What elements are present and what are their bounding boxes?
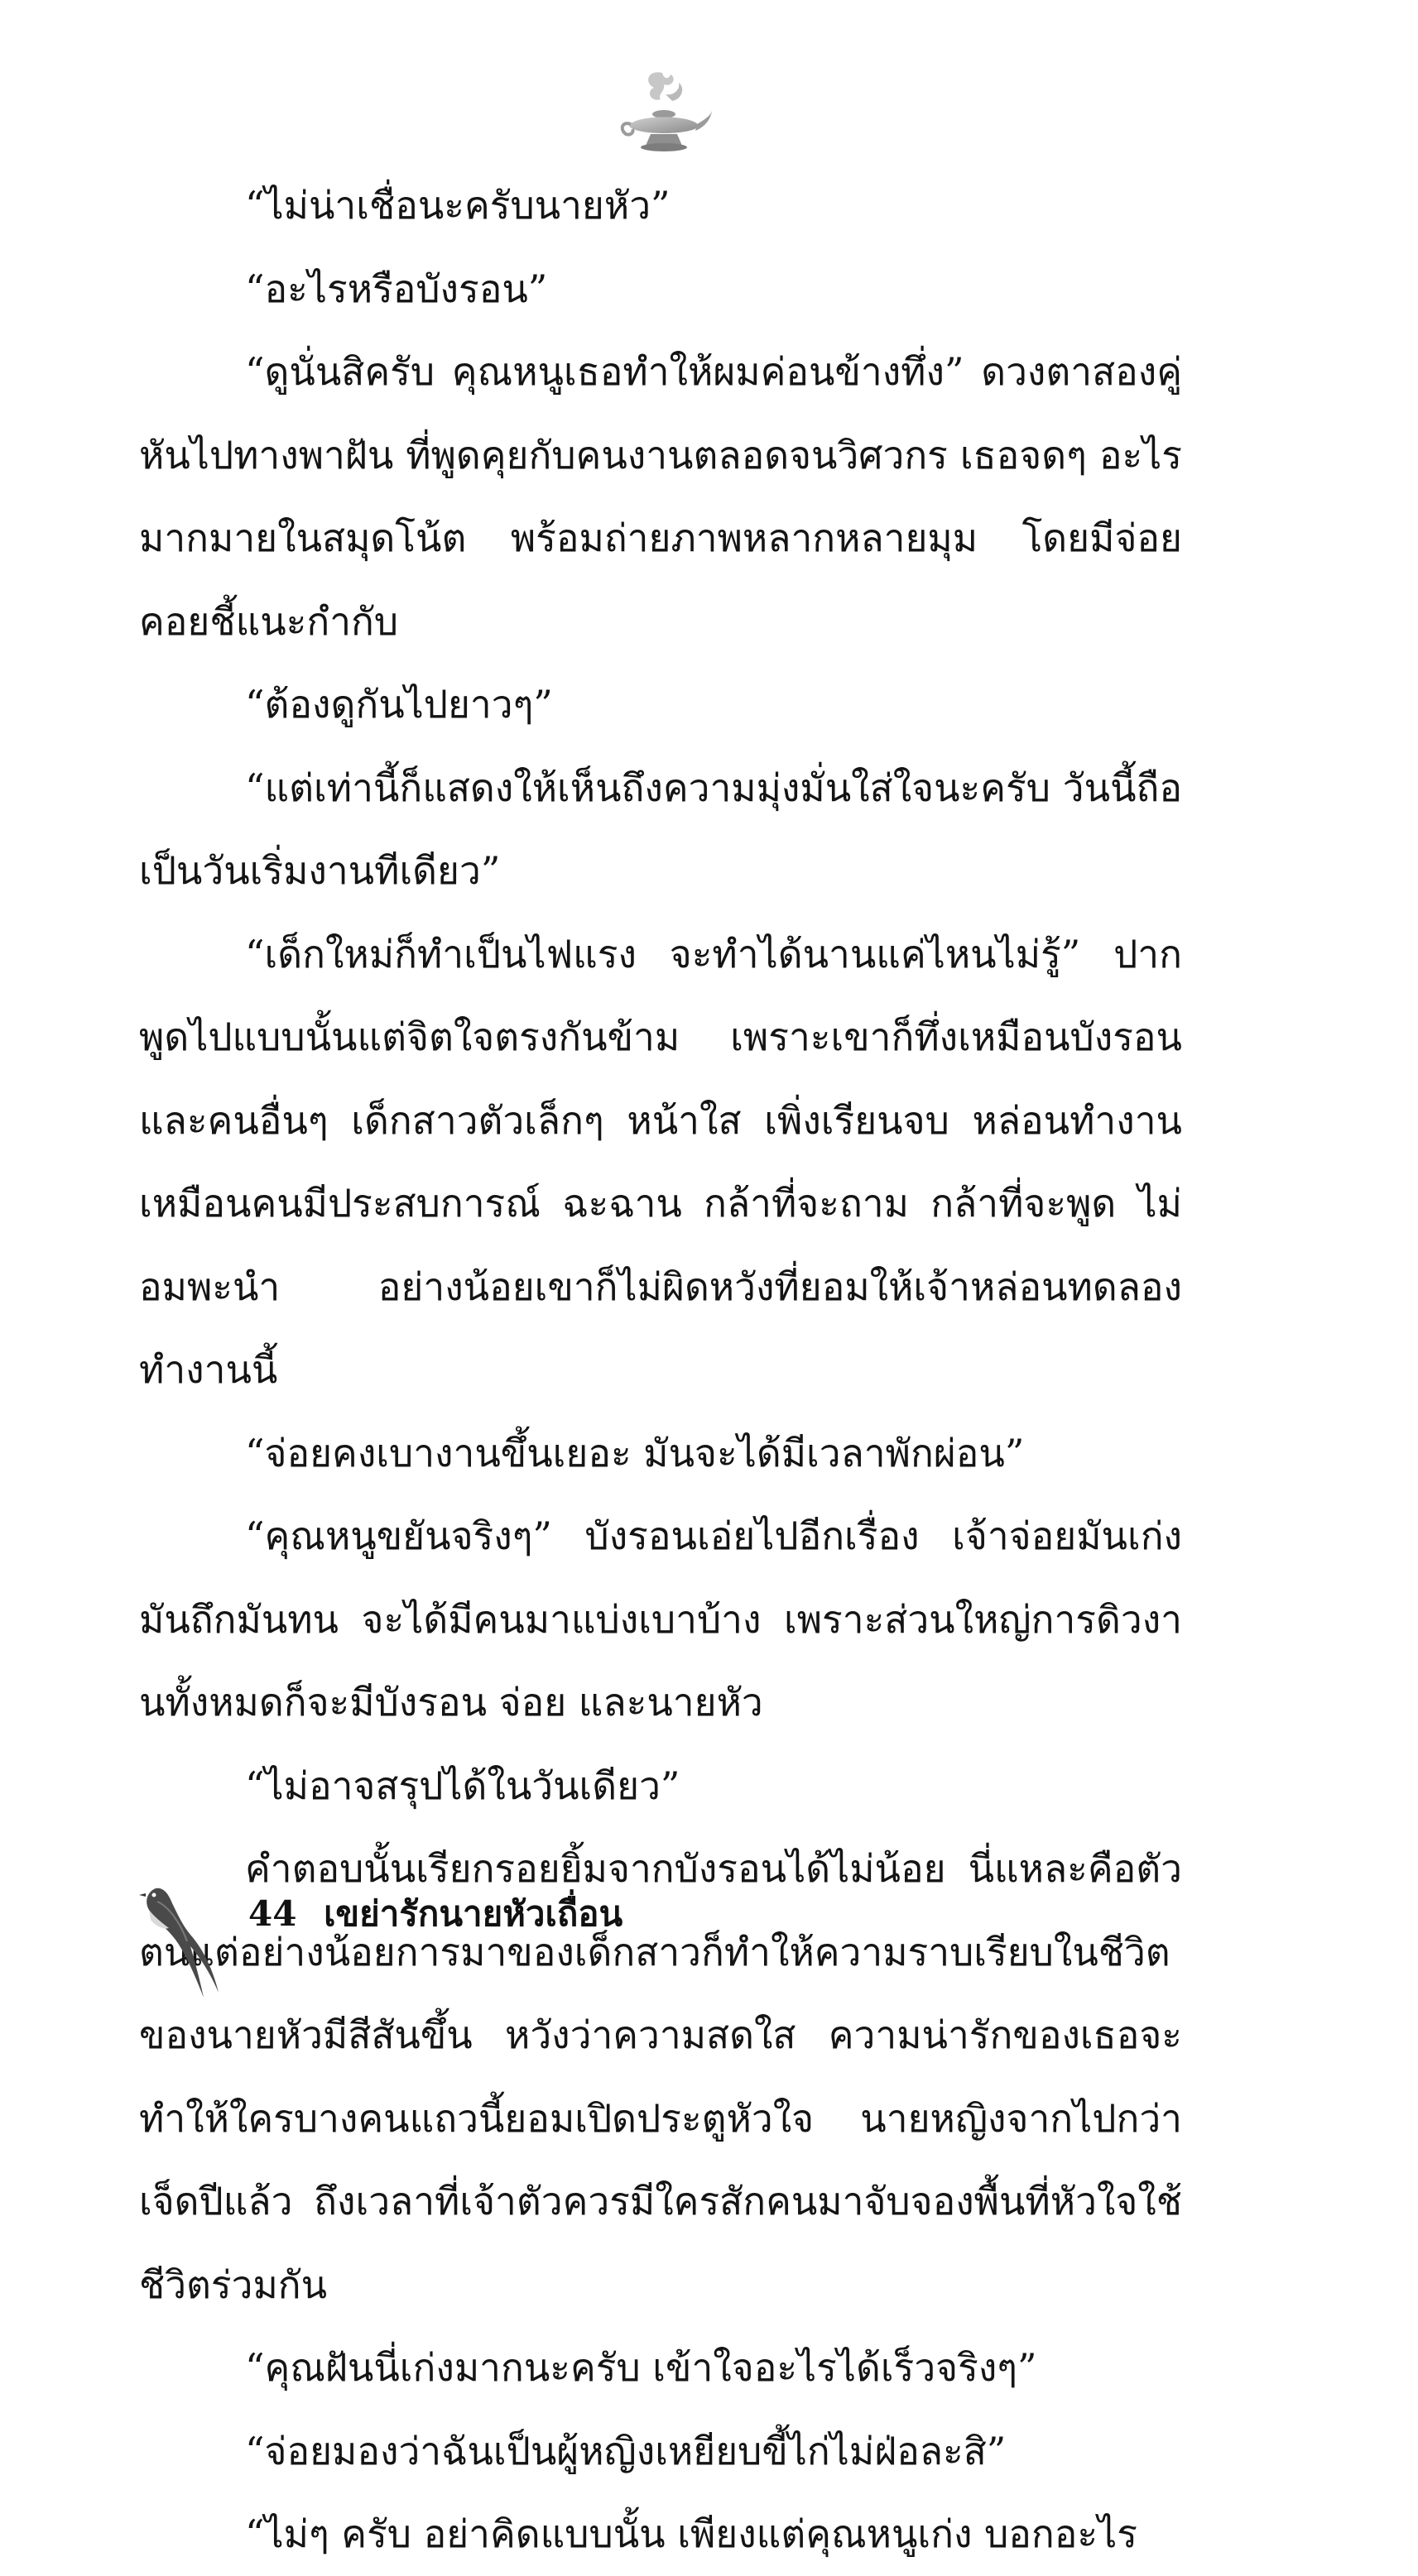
paragraph: “ไม่อาจสรุปได้ในวันเดียว” bbox=[245, 1763, 680, 1808]
paragraph: “จ่อยมองว่าฉันเป็นผู้หญิงเหยียบขี้ไก่ไม่ฝ่อละสิ” bbox=[245, 2428, 1007, 2473]
paragraph: “ไม่ๆ ครับ อย่าคิดแบบนั้น เพียงแต่คุณหนูเก่ง บอกอะไร bbox=[245, 2511, 1137, 2556]
paragraph: “ไม่น่าเชื่อนะครับนายหัว” bbox=[245, 183, 671, 228]
paragraph: “อะไรหรือบังรอน” bbox=[245, 266, 548, 311]
paragraph: “เด็กใหม่ก็ทำเป็นไฟแรง จะทำได้นานแค่ไหนไม่รู้” ปากพูดไปแบบนั้นแต่จิตใจตรงกันข้าม เพราะเขาก็ทึ่งเหมือนบังรอนและคนอื่นๆ เด็กสาวตัวเล็กๆ หน้าใส เพิ่งเรียนจบ หล่อนทำงานเหมือนคนมีประสบการณ์ ฉะฉาน กล้าที่จะถาม กล้าที่จะพูด ไม่อมพะนำ อย่างน้อยเขาก็ไม่ผิดหวังที่ยอมให้เจ้าหล่อนทดลองทำงานนี้ bbox=[139, 931, 1182, 1392]
book-title: เขย่ารักนายหัวเถื่อน bbox=[324, 1893, 623, 1934]
paragraph: “ต้องดูกันไปยาวๆ” bbox=[245, 682, 553, 727]
paragraph: “แต่เท่านี้ก็แสดงให้เห็นถึงความมุ่งมั่นใส่ใจนะครับ วันนี้ถือเป็นวันเริ่มงานทีเดียว” bbox=[139, 765, 1182, 893]
paragraph: “จ่อยคงเบางานขึ้นเยอะ มันจะได้มีเวลาพักผ่อน” bbox=[245, 1430, 1025, 1475]
swallow-bird-icon bbox=[132, 1877, 224, 2001]
paragraph: คำตอบนั้นเรียกรอยยิ้มจากบังรอนได้ไม่น้อย นี่แหละคือตัวตนแต่อย่างน้อยการมาของเด็กสาวก็ทำให้ความราบเรียบในชีวิตของนายหัวมีสีสันขึ้น หวังว่าความสดใส ความน่ารักของเธอจะทำให้ใครบางคนแถวนี้ยอมเปิดประตูหัวใจ นายหญิงจากไปกว่าเจ็ดปีแล้ว ถึงเวลาที่เจ้าตัวควรมีใครสักคนมาจับจองพื้นที่หัวใจใช้ชีวิตร่วมกัน bbox=[139, 1846, 1182, 2307]
genie-lamp-icon bbox=[614, 66, 714, 153]
paragraph: “ดูนั่นสิครับ คุณหนูเธอทำให้ผมค่อนข้างทึ่ง” ดวงตาสองคู่หันไปทางพาฝัน ที่พูดคุยกับคนงานตลอดจนวิศวกร เธอจดๆ อะไรมากมายในสมุดโน้ต พร้อมถ่ายภาพหลากหลายมุม โดยมีจ่อยคอยชี้แนะกำกับ bbox=[139, 349, 1182, 644]
body-text bbox=[139, 164, 1182, 2576]
paragraph: “คุณฝันนี่เก่งมากนะครับ เข้าใจอะไรได้เร็วจริงๆ” bbox=[245, 2345, 1037, 2390]
page-footer bbox=[248, 1887, 622, 1941]
paragraph: “คุณหนูขยันจริงๆ” บังรอนเอ่ยไปอีกเรื่อง เจ้าจ่อยมันเก่ง มันถึกมันทน จะได้มีคนมาแบ่งเบาบ้าง เพราะส่วนใหญ่การดิวงานทั้งหมดก็จะมีบังรอน จ่อย และนายหัว bbox=[139, 1513, 1182, 1725]
page-number: 44 bbox=[248, 1893, 297, 1934]
